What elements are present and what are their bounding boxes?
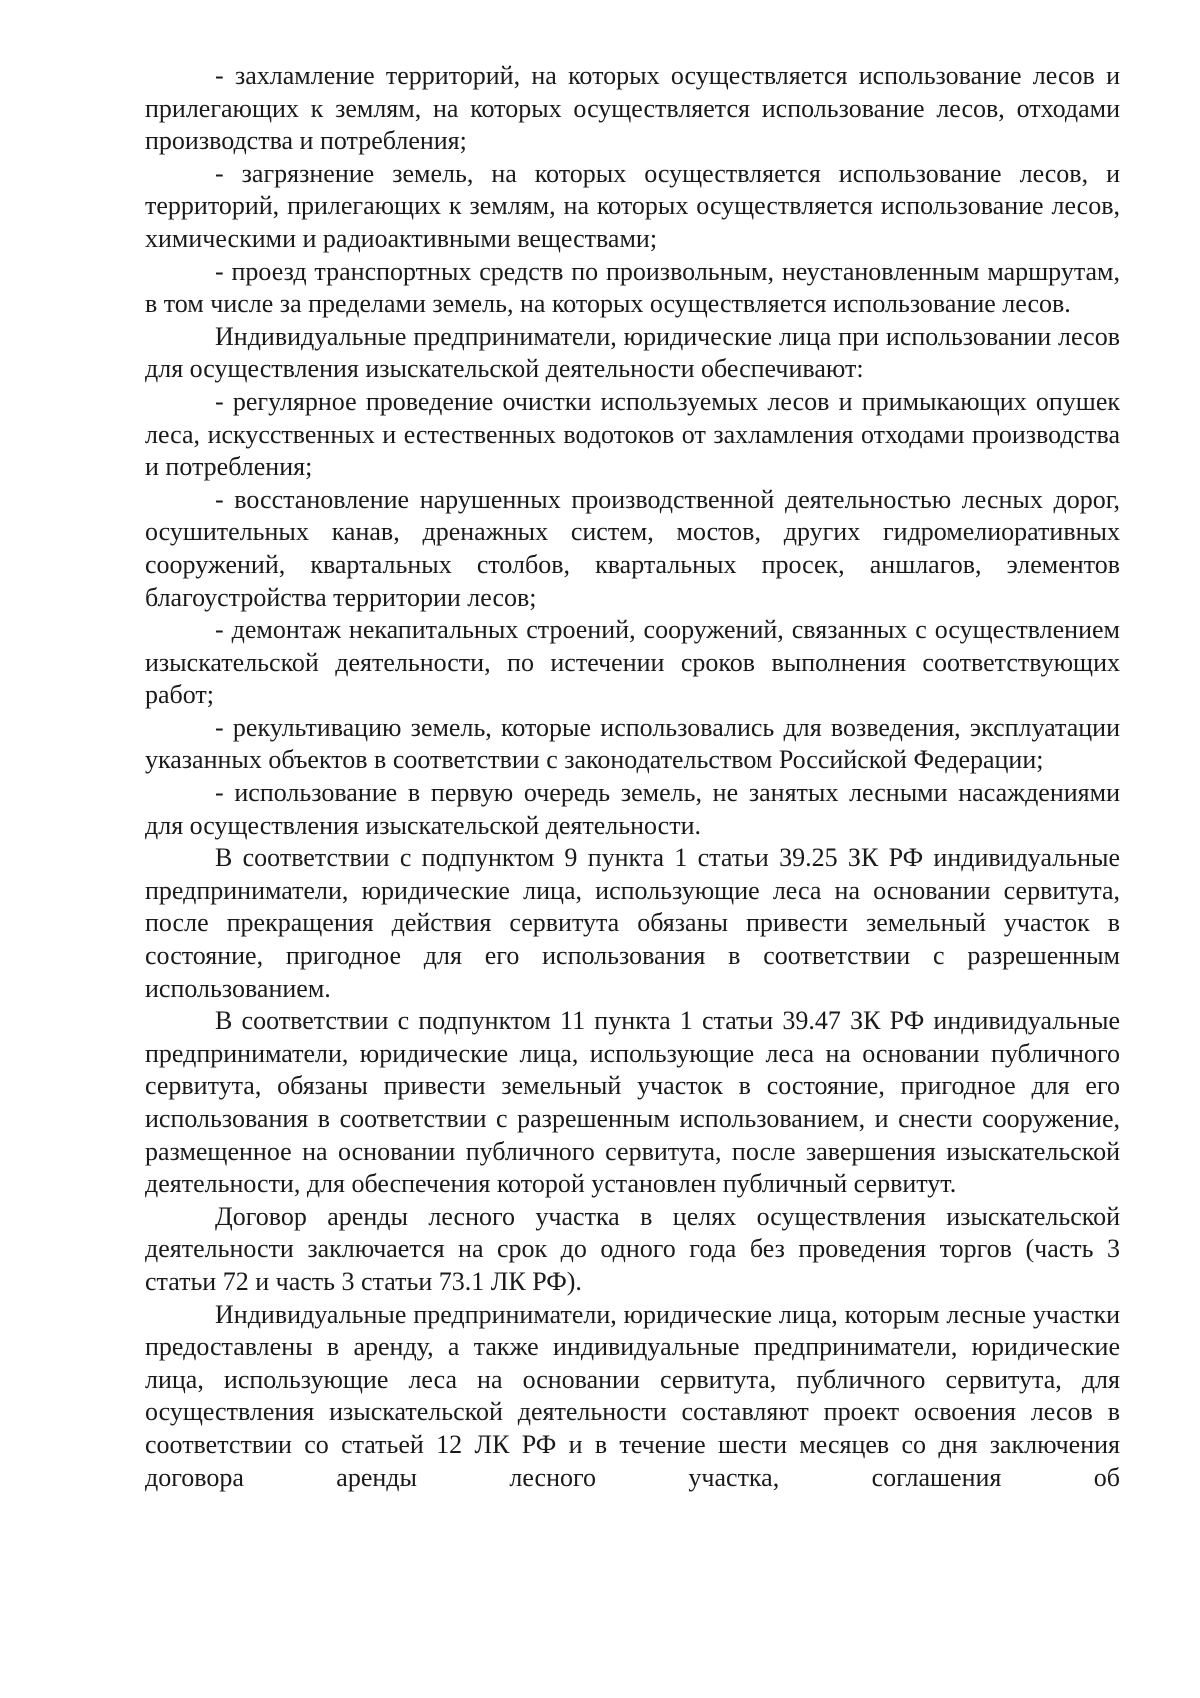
paragraph-1: - захламление территорий, на которых осуществляется использование лесов и прилегающих к землям, на которых осуществляется использование лесов, отходами производства и потребления; xyxy=(145,61,1120,156)
paragraph-11: В соответствии с подпунктом 11 пункта 1 статьи 39.47 ЗК РФ индивидуальные предприниматели, юридические лица, использующие леса на основании публичного сервитута, обязаны привести земельный участок в состояние, пригодное для его использования в соответствии с разрешенным использованием, и снести сооружение, размещенное на основании публичного сервитута, после завершения изыскательской деятельности, для обеспечения которой установлен публичный сервитут. xyxy=(145,1006,1120,1199)
paragraph-7: - демонтаж некапитальных строений, сооружений, связанных с осуществлением изыскательской деятельности, по истечении сроков выполнения соответствующих работ; xyxy=(145,615,1120,710)
document-page xyxy=(145,60,1120,1494)
paragraph-4: Индивидуальные предприниматели, юридические лица при использовании лесов для осуществления изыскательской деятельности обеспечивают: xyxy=(145,321,1120,384)
paragraph-8: - рекультивацию земель, которые использовались для возведения, эксплуатации указанных объектов в соответствии с законодательством Российской Федерации; xyxy=(145,712,1120,775)
paragraph-9: - использование в первую очередь земель, не занятых лесными насаждениями для осуществления изыскательской деятельности. xyxy=(145,778,1120,840)
paragraph-13: Индивидуальные предприниматели, юридические лица, которым лесные участки предоставлены в аренду, а также индивидуальные предприниматели, юридические лица, использующие леса на основании сервитута, публичного сервитута, для осуществления изыскательской деятельности составляют проект освоения лесов в соответствии со статьей 12 ЛК РФ и в течение шести месяцев со дня заключения договора аренды лесного участка, соглашения об xyxy=(145,1299,1120,1492)
paragraph-10: В соответствии с подпунктом 9 пункта 1 статьи 39.25 ЗК РФ индивидуальные предприниматели, юридические лица, использующие леса на основании сервитута, после прекращения действия сервитута обязаны привести земельный участок в состояние, пригодное для его использования в соответствии с разрешенным использованием. xyxy=(145,843,1120,1003)
paragraph-6: - восстановление нарушенных производственной деятельностью лесных дорог, осушительных канав, дренажных систем, мостов, других гидромелиоративных сооружений, квартальных столбов, квартальных просек, аншлагов, элементов благоустройства территории лесов; xyxy=(145,484,1120,612)
paragraph-5: - регулярное проведение очистки используемых лесов и примыкающих опушек леса, искусственных и естественных водотоков от захламления отходами производства и потребления; xyxy=(145,386,1120,482)
paragraph-2: - загрязнение земель, на которых осуществляется использование лесов, и территорий, прилегающих к землям, на которых осуществляется использование лесов, химическими и радиоактивными веществами; xyxy=(145,158,1120,253)
paragraph-12: Договор аренды лесного участка в целях осуществления изыскательской деятельности заключается на срок до одного года без проведения торгов (часть 3 статьи 72 и часть 3 статьи 73.1 ЛК РФ). xyxy=(145,1201,1120,1296)
paragraph-3: - проезд транспортных средств по произвольным, неустановленным маршрутам, в том числе за пределами земель, на которых осуществляется использование лесов. xyxy=(145,256,1120,319)
